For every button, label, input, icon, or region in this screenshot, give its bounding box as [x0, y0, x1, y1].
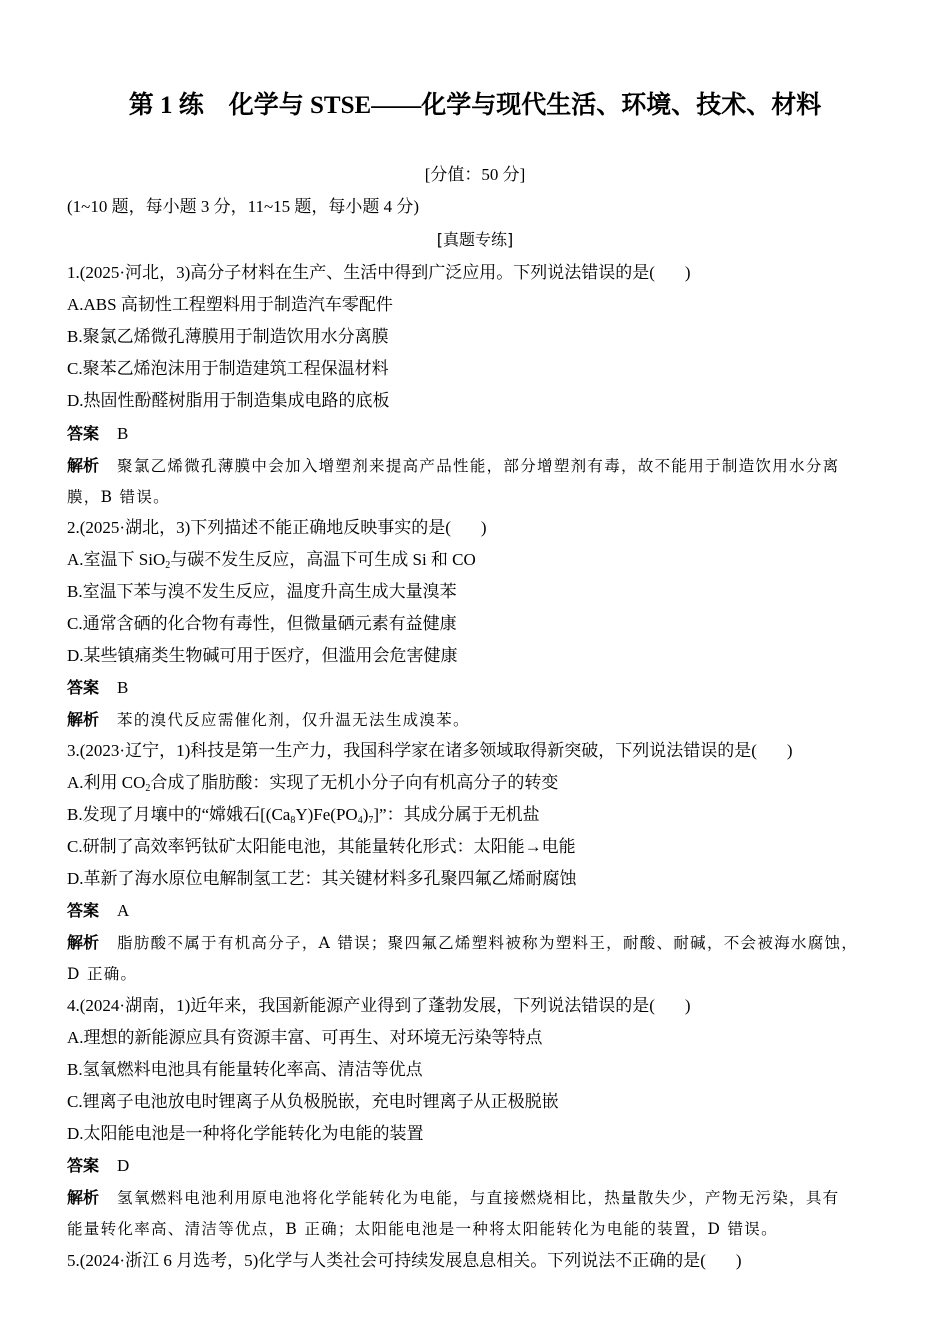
question-1-analysis-line-1: 解析 聚氯乙烯微孔薄膜中会加入增塑剂来提高产品性能，部分增塑剂有毒，故不能用于制造饮用水分离	[67, 456, 840, 475]
question-3-answer: 答案 A	[67, 901, 130, 920]
question-1-stem: 1.(2025·河北，3)高分子材料在生产、生活中得到广泛应用。下列说法错误的是( )	[67, 263, 691, 282]
answer-label: 答案	[67, 1156, 100, 1175]
question-3-analysis-line-2: D 正确。	[67, 965, 138, 983]
answer-label: 答案	[67, 424, 100, 443]
question-4-option-c: C.锂离子电池放电时锂离子从负极脱嵌，充电时锂离子从正极脱嵌	[67, 1092, 559, 1111]
question-5-stem: 5.(2024·浙江 6 月选考，5)化学与人类社会可持续发展息息相关。下列说法不正确的是( )	[67, 1251, 742, 1270]
question-4-option-a: A.理想的新能源应具有资源丰富、可再生、对环境无污染等特点	[67, 1028, 543, 1047]
question-2-analysis-line-1: 解析 苯的溴代反应需催化剂，仅升温无法生成溴苯。	[67, 710, 470, 729]
question-4-answer: 答案 D	[67, 1156, 130, 1175]
question-4-stem: 4.(2024·湖南，1)近年来，我国新能源产业得到了蓬勃发展，下列说法错误的是( )	[67, 996, 691, 1015]
section-heading: [真题专练]	[436, 230, 514, 249]
answer-label: 答案	[67, 901, 100, 920]
question-4-analysis-line-1: 解析 氢氧燃料电池利用原电池将化学能转化为电能，与直接燃烧相比，热量散失少，产物无污染，具有	[67, 1188, 840, 1207]
score-value: [分值：50 分]	[424, 165, 526, 184]
analysis-label: 解析	[67, 933, 100, 952]
question-3-analysis-line-1: 解析 脂肪酸不属于有机高分子，A 错误；聚四氟乙烯塑料被称为塑料王，耐酸、耐碱，不会被海水腐蚀，	[67, 933, 859, 952]
question-4-option-d: D.太阳能电池是一种将化学能转化为电能的装置	[67, 1124, 424, 1143]
question-2-stem: 2.(2025·湖北，3)下列描述不能正确地反映事实的是( )	[67, 518, 487, 537]
question-1-option-c: C.聚苯乙烯泡沫用于制造建筑工程保温材料	[67, 359, 389, 378]
question-3-option-a: A.利用 $CO_2$合成了脂肪酸：实现了无机小分子向有机高分子的转变	[67, 773, 559, 794]
analysis-label: 解析	[67, 1188, 100, 1207]
question-1-analysis-line-2: 膜，B 错误。	[67, 488, 170, 506]
answer-label: 答案	[67, 678, 100, 697]
question-2-option-d: D.某些镇痛类生物碱可用于医疗，但滥用会危害健康	[67, 646, 458, 665]
question-1-answer: 答案 B	[67, 424, 129, 443]
question-1-option-b: B.聚氯乙烯微孔薄膜用于制造饮用水分离膜	[67, 327, 389, 346]
question-1-option-d: D.热固性酚醛树脂用于制造集成电路的底板	[67, 391, 390, 410]
question-1-option-a: A.ABS 高韧性工程塑料用于制造汽车零配件	[67, 295, 393, 314]
question-3-option-b: B.发现了月壤中的“嫦娥石$[(Ca_8Y)Fe(PO_4)_7]$”：其成分属于无机盐	[67, 805, 540, 826]
question-2-option-c: C.通常含硒的化合物有毒性，但微量硒元素有益健康	[67, 614, 457, 633]
page-title: 第 1 练 化学与 STSE——化学与现代生活、环境、技术、材料	[128, 92, 822, 119]
scoring-note: (1~10 题，每小题 3 分，11~15 题，每小题 4 分)	[67, 197, 420, 216]
question-3-stem: 3.(2023·辽宁，1)科技是第一生产力，我国科学家在诸多领域取得新突破，下列说法错误的是( )	[67, 741, 793, 760]
question-4-option-b: B.氢氧燃料电池具有能量转化率高、清洁等优点	[67, 1060, 423, 1079]
question-4-analysis-line-2: 能量转化率高、清洁等优点，B 正确；太阳能电池是一种将太阳能转化为电能的装置，D 错误。	[67, 1220, 778, 1238]
question-2-answer: 答案 B	[67, 678, 129, 697]
question-2-option-a: A.室温下 SiO$_2$与碳不发生反应，高温下可生成 Si 和 CO	[67, 550, 476, 571]
question-3-option-c: C.研制了高效率钙钛矿太阳能电池，其能量转化形式：太阳能→电能	[67, 837, 576, 856]
question-3-option-d: D.革新了海水原位电解制氢工艺：其关键材料多孔聚四氟乙烯耐腐蚀	[67, 869, 577, 888]
analysis-label: 解析	[67, 456, 100, 475]
question-2-option-b: B.室温下苯与溴不发生反应，温度升高生成大量溴苯	[67, 582, 457, 601]
analysis-label: 解析	[67, 710, 100, 729]
